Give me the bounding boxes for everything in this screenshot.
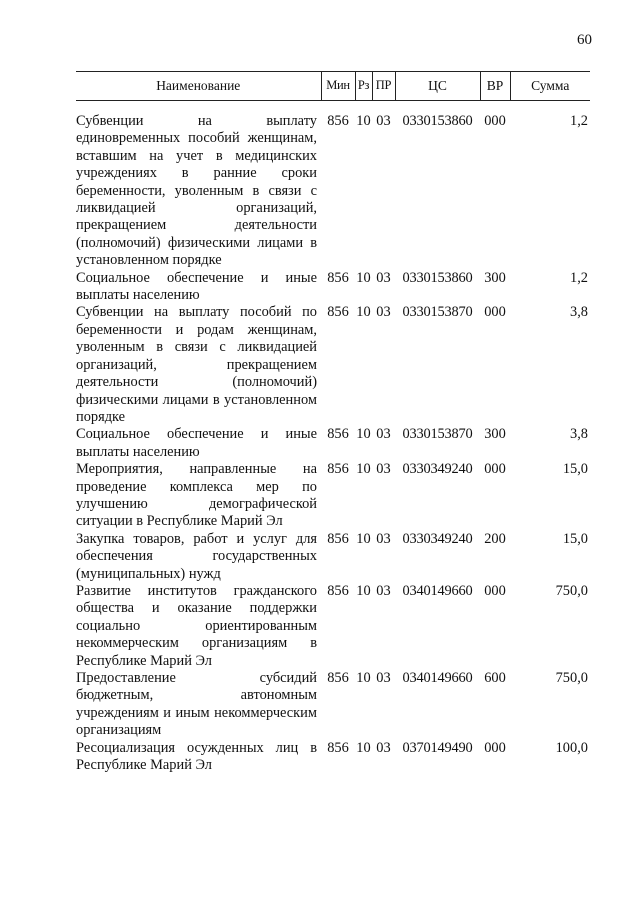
header-vr: ВР bbox=[480, 72, 510, 101]
table-row bbox=[76, 583, 590, 670]
table-row bbox=[76, 531, 590, 583]
row-amount: 15,0 bbox=[562, 461, 588, 478]
table-row bbox=[76, 426, 590, 461]
row-min: 856 bbox=[327, 461, 349, 478]
page-number: 60 bbox=[577, 32, 592, 48]
header-rz: Рз bbox=[355, 72, 372, 101]
row-name: Социальное обеспечение и иные выплаты населению bbox=[76, 426, 317, 460]
table-body bbox=[76, 101, 590, 775]
row-min: 856 bbox=[327, 739, 349, 756]
header-pr: ПР bbox=[372, 72, 395, 101]
row-name: Социальное обеспечение и иные выплаты населению bbox=[76, 269, 317, 304]
table-row bbox=[76, 740, 590, 775]
row-cs: 0370149490 bbox=[402, 739, 473, 756]
row-rz: 10 bbox=[356, 113, 371, 129]
row-name: Предоставление субсидий бюджетным, автономным учреждениям и иным некоммерческим организациям bbox=[76, 670, 317, 739]
row-rz: 10 bbox=[356, 269, 371, 286]
row-vr: 300 bbox=[484, 426, 506, 443]
row-min: 856 bbox=[327, 426, 349, 443]
table-row bbox=[76, 461, 590, 531]
row-name: Ресоциализация осужденных лиц в Республике Марий Эл bbox=[76, 739, 317, 774]
row-cs: 0340149660 bbox=[402, 582, 473, 599]
row-cs: 0330349240 bbox=[402, 461, 473, 478]
row-vr: 000 bbox=[484, 739, 506, 756]
row-name: Развитие институтов гражданского общества и оказание поддержки социально ориентированным некоммерческим организациям в Республике Марий Эл bbox=[76, 582, 317, 669]
row-pr: 03 bbox=[376, 582, 391, 599]
table-row bbox=[76, 270, 590, 305]
row-vr: 000 bbox=[484, 582, 506, 599]
row-pr: 03 bbox=[376, 304, 391, 321]
row-min: 856 bbox=[327, 113, 349, 129]
row-rz: 10 bbox=[356, 530, 371, 547]
row-vr: 600 bbox=[484, 670, 506, 686]
row-min: 856 bbox=[327, 269, 349, 286]
row-name: Мероприятия, направленные на проведение комплекса мер по улучшению демографической ситуации в Республике Марий Эл bbox=[76, 461, 317, 530]
row-pr: 03 bbox=[376, 426, 391, 443]
row-vr: 000 bbox=[484, 304, 506, 321]
row-amount: 3,8 bbox=[570, 426, 588, 443]
row-pr: 03 bbox=[376, 670, 391, 686]
row-rz: 10 bbox=[356, 304, 371, 321]
budget-table bbox=[76, 71, 590, 774]
row-rz: 10 bbox=[356, 461, 371, 478]
row-cs: 0330153870 bbox=[402, 426, 473, 443]
row-vr: 000 bbox=[484, 113, 506, 129]
row-cs: 0330153870 bbox=[402, 304, 473, 321]
header-name: Наименование bbox=[76, 72, 321, 101]
table-row bbox=[76, 113, 590, 270]
row-min: 856 bbox=[327, 670, 349, 686]
row-pr: 03 bbox=[376, 739, 391, 756]
row-min: 856 bbox=[327, 530, 349, 547]
row-amount: 1,2 bbox=[570, 113, 588, 129]
row-name: Закупка товаров, работ и услуг для обеспечения государственных (муниципальных) нужд bbox=[76, 530, 317, 582]
row-rz: 10 bbox=[356, 670, 371, 686]
row-min: 856 bbox=[327, 582, 349, 599]
row-amount: 750,0 bbox=[555, 670, 588, 686]
row-name: Субвенции на выплату единовременных пособий женщинам, вставшим на учет в медицинских учреждениях в ранние сроки беременности, уволенным в связи с ликвидацией организаций, прекращением деятельности (полномочий) физическими лицами в установленном порядке bbox=[76, 113, 317, 269]
row-amount: 100,0 bbox=[555, 739, 588, 756]
row-rz: 10 bbox=[356, 426, 371, 443]
row-amount: 750,0 bbox=[555, 582, 588, 599]
table-header-row bbox=[76, 72, 590, 101]
row-pr: 03 bbox=[376, 461, 391, 478]
header-min: Мин bbox=[321, 72, 355, 101]
row-cs: 0340149660 bbox=[402, 670, 473, 686]
row-amount: 15,0 bbox=[562, 530, 588, 547]
row-min: 856 bbox=[327, 304, 349, 321]
row-pr: 03 bbox=[376, 269, 391, 286]
row-pr: 03 bbox=[376, 530, 391, 547]
row-name: Субвенции на выплату пособий по беременности и родам женщинам, уволенным в связи с ликвидацией организаций, прекращением деятельности (полномочий) физическими лицами в установленном порядке bbox=[76, 304, 317, 425]
header-amount: Сумма bbox=[510, 72, 590, 101]
row-amount: 3,8 bbox=[570, 304, 588, 321]
row-rz: 10 bbox=[356, 739, 371, 756]
row-amount: 1,2 bbox=[570, 269, 588, 286]
table-row bbox=[76, 670, 590, 740]
row-cs: 0330153860 bbox=[402, 113, 473, 129]
row-vr: 200 bbox=[484, 530, 506, 547]
row-pr: 03 bbox=[376, 113, 391, 129]
row-vr: 300 bbox=[484, 269, 506, 286]
row-rz: 10 bbox=[356, 582, 371, 599]
row-vr: 000 bbox=[484, 461, 506, 478]
table-row bbox=[76, 304, 590, 426]
header-cs: ЦС bbox=[395, 72, 480, 101]
header-spacer bbox=[76, 101, 590, 114]
row-cs: 0330153860 bbox=[402, 269, 473, 286]
row-cs: 0330349240 bbox=[402, 530, 473, 547]
